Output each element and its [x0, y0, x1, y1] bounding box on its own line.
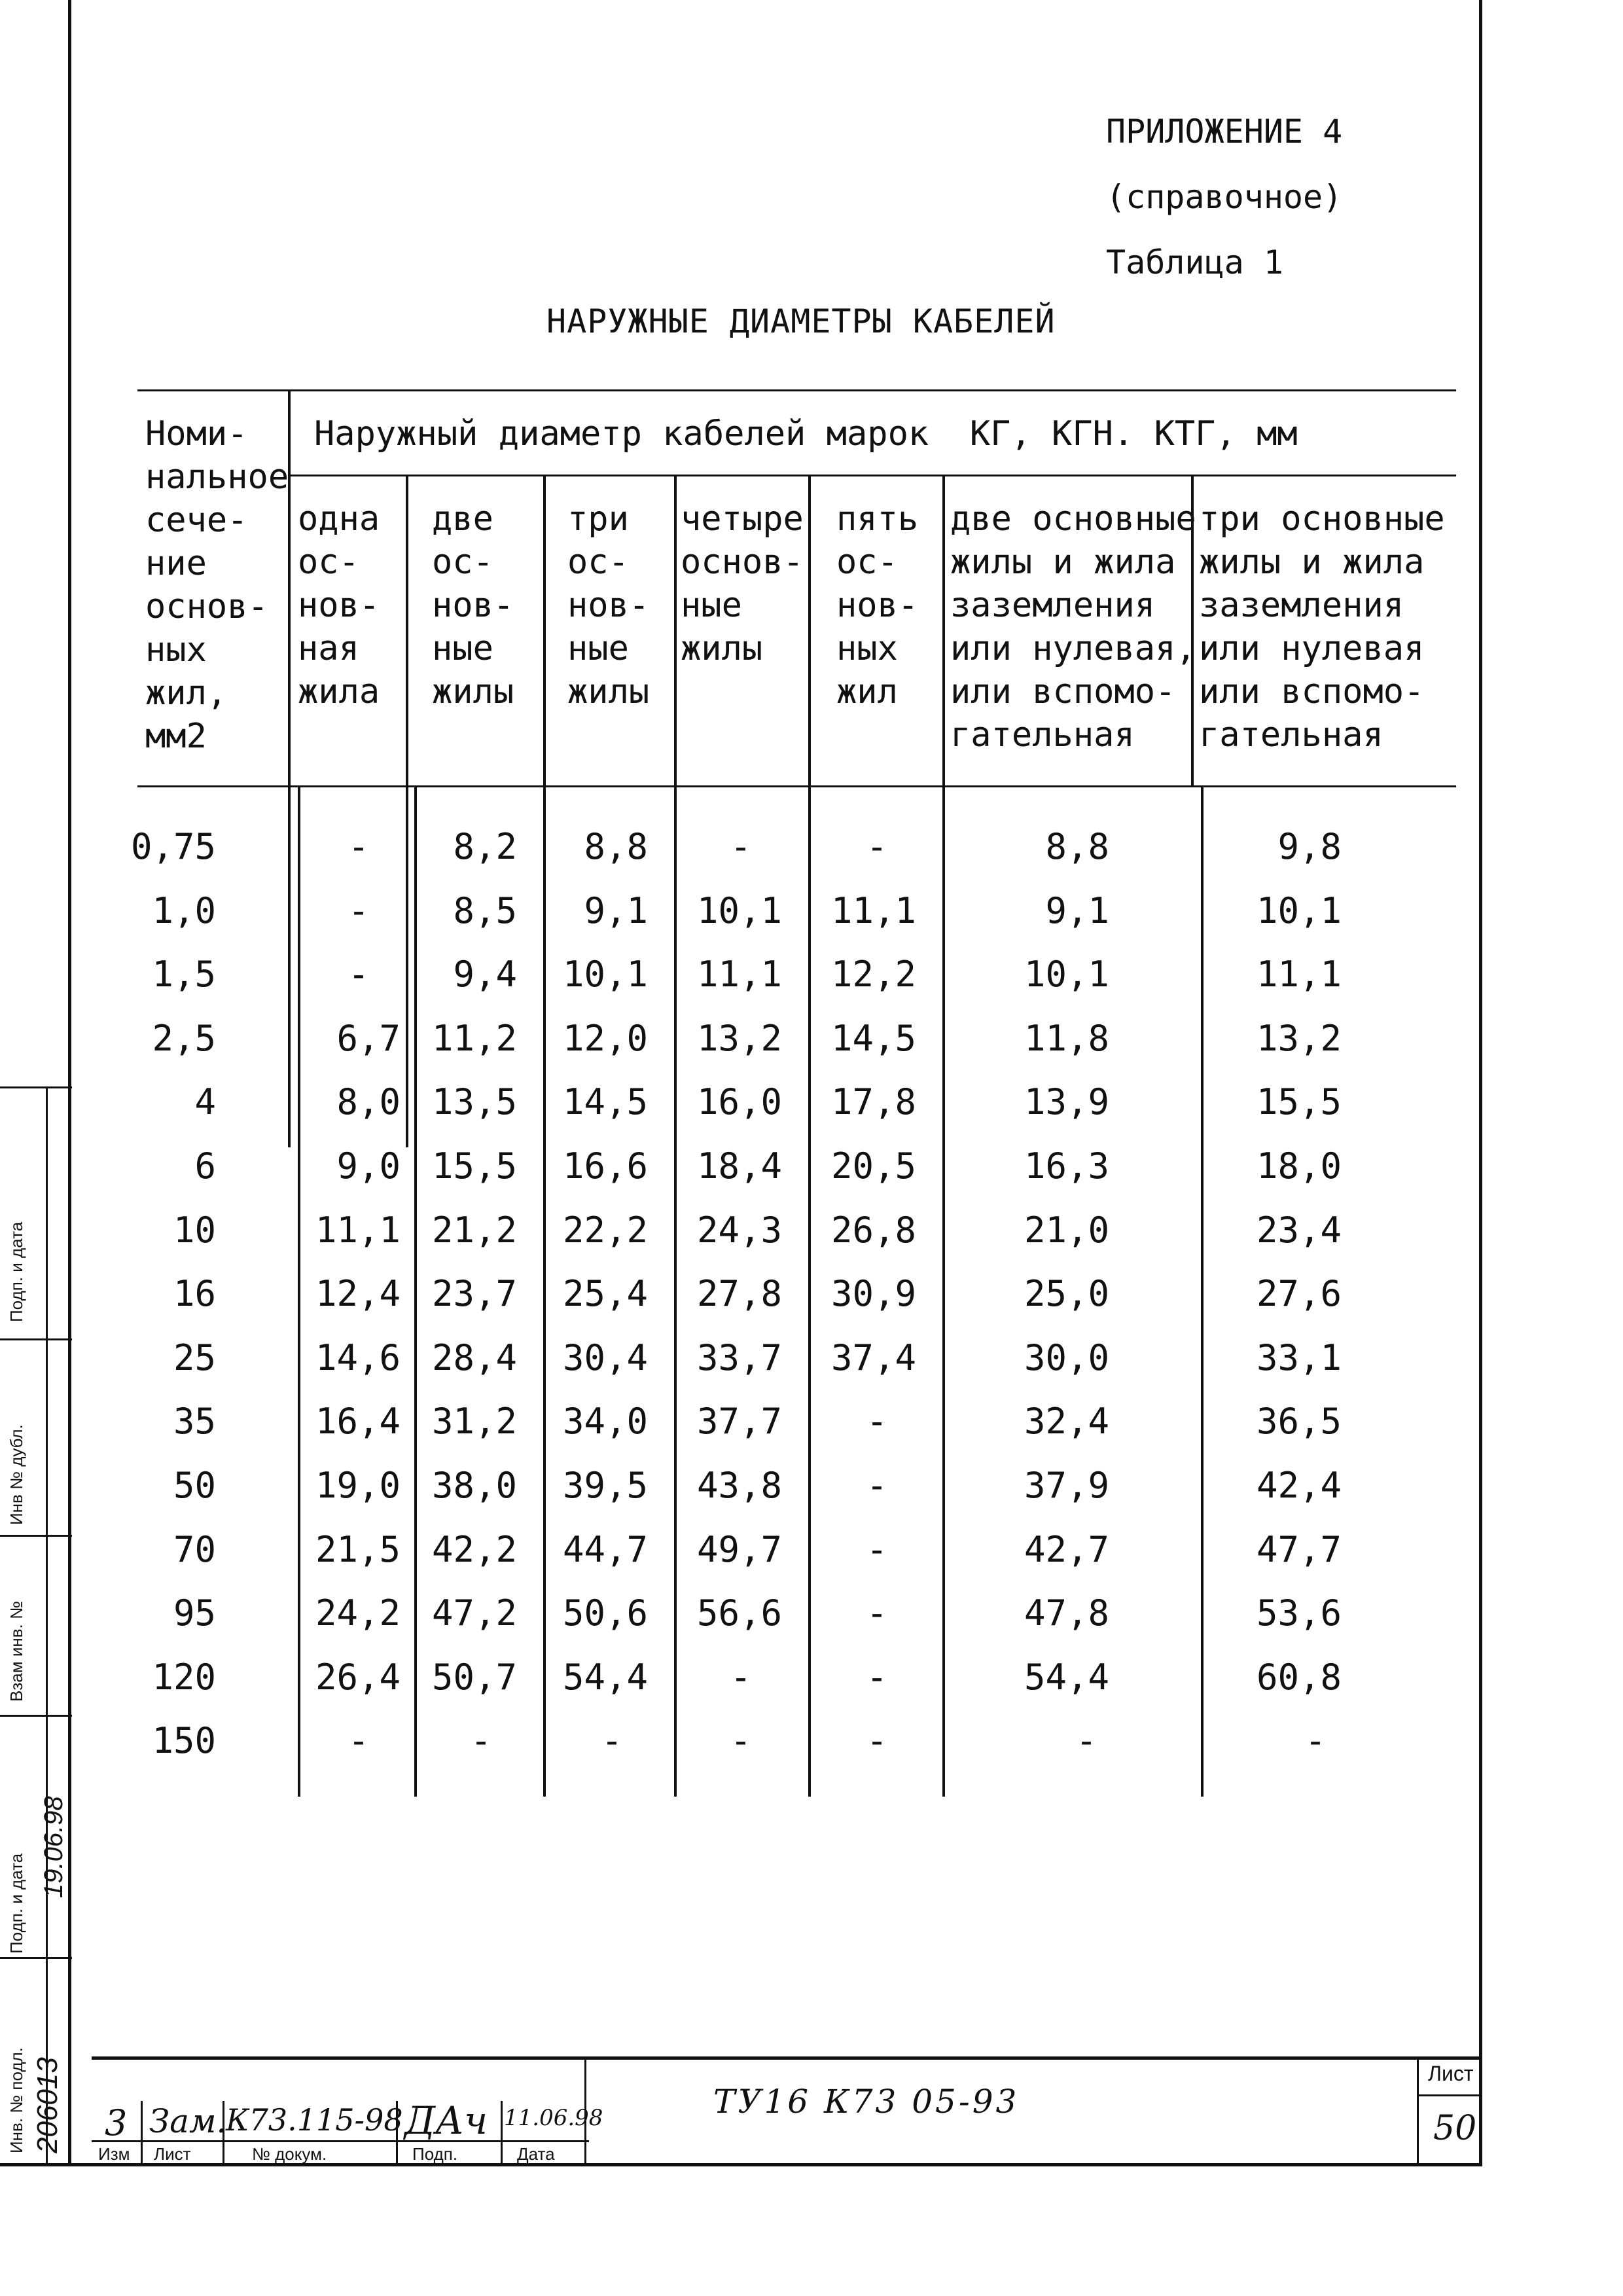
- nominal-section-header: Номи- нальное сече- ние основ- ных жил, мм2: [145, 414, 289, 756]
- row-value-cell: 14,5: [830, 1017, 916, 1059]
- row-value-cell: 23,7: [431, 1273, 517, 1315]
- row-value-cell: 16,3: [1024, 1145, 1109, 1187]
- appendix-label: ПРИЛОЖЕНИЕ 4: [1106, 113, 1343, 151]
- row-section-cell: 16: [173, 1273, 216, 1315]
- row-value-cell: -: [866, 1465, 888, 1506]
- row-value-cell: -: [348, 889, 370, 931]
- row-value-cell: 16,0: [696, 1081, 782, 1123]
- row-value-cell: -: [1304, 1720, 1327, 1762]
- row-value-cell: 15,5: [431, 1145, 517, 1187]
- stamp-label-doc: № докум.: [252, 2144, 327, 2164]
- stamp-label-data: Дата: [517, 2144, 555, 2164]
- header-bottom-rule: [137, 785, 1456, 787]
- row-value-cell: 30,9: [830, 1273, 916, 1315]
- row-value-cell: -: [348, 954, 370, 996]
- row-value-cell: 32,4: [1024, 1401, 1109, 1443]
- row-value-cell: 21,5: [315, 1528, 401, 1570]
- table-title: НАРУЖНЫЕ ДИАМЕТРЫ КАБЕЛЕЙ: [546, 302, 1056, 340]
- row-value-cell: -: [866, 1592, 888, 1634]
- row-value-cell: 56,6: [696, 1592, 782, 1634]
- row-value-cell: -: [601, 1720, 623, 1762]
- row-value-cell: 33,7: [696, 1336, 782, 1378]
- row-value-cell: 49,7: [696, 1528, 782, 1570]
- row-section-cell: 10: [173, 1209, 216, 1251]
- stamp-top-rule: [92, 2056, 1482, 2060]
- row-value-cell: 25,0: [1024, 1273, 1109, 1315]
- group-header-rule: [288, 475, 1456, 476]
- row-section-cell: 25: [173, 1336, 216, 1378]
- stamp-div-1: [141, 2101, 143, 2163]
- row-value-cell: 28,4: [431, 1336, 517, 1378]
- row-value-cell: 11,1: [315, 1209, 401, 1251]
- row-value-cell: 17,8: [830, 1081, 916, 1123]
- row-value-cell: 9,0: [336, 1145, 401, 1187]
- row-value-cell: 14,6: [315, 1336, 401, 1378]
- stamp-date: 11.06.98: [504, 2105, 603, 2131]
- row-value-cell: -: [348, 826, 370, 867]
- row-section-cell: 70: [173, 1528, 216, 1570]
- row-value-cell: 60,8: [1256, 1656, 1342, 1698]
- col-header-five-cores: пять ос- нов- ных жил: [836, 499, 919, 711]
- row-value-cell: 8,8: [1045, 826, 1109, 867]
- row-value-cell: -: [730, 1656, 752, 1698]
- row-value-cell: 11,2: [431, 1017, 517, 1059]
- row-value-cell: 47,8: [1024, 1592, 1109, 1634]
- row-value-cell: 13,5: [431, 1081, 517, 1123]
- row-section-cell: 95: [173, 1592, 216, 1634]
- margin-rule-3: [0, 1535, 72, 1537]
- row-value-cell: 14,5: [562, 1081, 648, 1123]
- col-header-two-cores: две ос- нов- ные жилы: [432, 499, 514, 711]
- row-value-cell: 9,8: [1277, 826, 1342, 867]
- row-value-cell: 23,4: [1256, 1209, 1342, 1251]
- stamp-change-no: 3: [105, 2102, 128, 2144]
- row-value-cell: 26,4: [315, 1656, 401, 1698]
- row-value-cell: 18,0: [1256, 1145, 1342, 1187]
- row-value-cell: -: [348, 1720, 370, 1762]
- row-value-cell: 18,4: [696, 1145, 782, 1187]
- row-value-cell: 10,1: [696, 889, 782, 931]
- margin-vzam-inv-label: Взам инв. №: [7, 1601, 26, 1702]
- row-section-cell: 4: [194, 1081, 216, 1123]
- frame-right-line: [1479, 0, 1482, 2163]
- row-value-cell: 34,0: [562, 1401, 648, 1443]
- row-value-cell: 42,7: [1024, 1528, 1109, 1570]
- margin-inv-podl-label: Инв. № подл.: [7, 2047, 26, 2153]
- col-divider-6: [942, 475, 945, 1797]
- row-value-cell: 11,1: [1256, 954, 1342, 996]
- stamp-mid-rule: [92, 2140, 589, 2142]
- row-section-cell: 2,5: [152, 1017, 216, 1059]
- row-value-cell: 8,0: [336, 1081, 401, 1123]
- row-value-cell: 11,8: [1024, 1017, 1109, 1059]
- row-value-cell: 42,4: [1256, 1465, 1342, 1506]
- row-value-cell: 10,1: [1024, 954, 1109, 996]
- row-section-cell: 1,0: [152, 889, 216, 931]
- row-value-cell: 6,7: [336, 1017, 401, 1059]
- row-value-cell: 12,2: [830, 954, 916, 996]
- stamp-designation: ТУ16 К73 05-93: [713, 2083, 1020, 2121]
- stamp-sheet-label: Лист: [1428, 2062, 1474, 2085]
- stamp-div-4: [501, 2101, 503, 2163]
- margin-podp-data-value: 19.06.98: [39, 1796, 68, 1898]
- stamp-signature: ДАч: [404, 2098, 488, 2143]
- row-value-cell: 26,8: [830, 1209, 916, 1251]
- row-section-cell: 1,5: [152, 954, 216, 996]
- row-value-cell: 11,1: [830, 889, 916, 931]
- margin-rule-5: [0, 1957, 72, 1959]
- row-value-cell: 50,6: [562, 1592, 648, 1634]
- col-header-three-plus-ground: три основные жилы и жила заземления или нулевая или вспомо- гательная: [1199, 499, 1445, 755]
- row-value-cell: 13,2: [1256, 1017, 1342, 1059]
- row-value-cell: 9,1: [584, 889, 648, 931]
- row-value-cell: 30,4: [562, 1336, 648, 1378]
- row-value-cell: 31,2: [431, 1401, 517, 1443]
- row-value-cell: 25,4: [562, 1273, 648, 1315]
- row-value-cell: 11,1: [696, 954, 782, 996]
- row-value-cell: -: [730, 1720, 752, 1762]
- row-value-cell: 33,1: [1256, 1336, 1342, 1378]
- row-section-cell: 150: [152, 1720, 216, 1762]
- margin-podp-data-label: Подп. и дата: [7, 1853, 26, 1954]
- row-value-cell: 38,0: [431, 1465, 517, 1506]
- row-value-cell: 21,2: [431, 1209, 517, 1251]
- row-section-cell: 0,75: [130, 826, 216, 867]
- row-value-cell: 44,7: [562, 1528, 648, 1570]
- row-value-cell: 20,5: [830, 1145, 916, 1187]
- row-value-cell: 54,4: [562, 1656, 648, 1698]
- row-section-cell: 35: [173, 1401, 216, 1443]
- row-value-cell: -: [866, 1656, 888, 1698]
- reference-label: (справочное): [1106, 178, 1343, 216]
- row-value-cell: 27,6: [1256, 1273, 1342, 1315]
- row-section-cell: 6: [194, 1145, 216, 1187]
- row-value-cell: 37,9: [1024, 1465, 1109, 1506]
- row-value-cell: 24,2: [315, 1592, 401, 1634]
- row-value-cell: 39,5: [562, 1465, 648, 1506]
- col-header-one-core: одна ос- нов- ная жила: [298, 499, 380, 711]
- margin-inv-dubl-label: Инв № дубл.: [7, 1424, 26, 1525]
- row-value-cell: 43,8: [696, 1465, 782, 1506]
- row-value-cell: 37,4: [830, 1336, 916, 1378]
- stamp-sheet-number: 50: [1433, 2109, 1477, 2148]
- stamp-bottom-rule: [0, 2163, 1482, 2166]
- row-value-cell: -: [866, 826, 888, 867]
- stamp-sheet-mark: Зам.: [149, 2102, 227, 2140]
- col-header-three-cores: три ос- нов- ные жилы: [567, 499, 650, 711]
- col-divider-5: [808, 475, 811, 1797]
- table-number: Таблица 1: [1106, 243, 1283, 281]
- row-value-cell: 8,8: [584, 826, 648, 867]
- row-value-cell: -: [470, 1720, 492, 1762]
- row-value-cell: 13,9: [1024, 1081, 1109, 1123]
- row-value-cell: 10,1: [1256, 889, 1342, 931]
- row-value-cell: 36,5: [1256, 1401, 1342, 1443]
- stamp-label-izm: Изм: [98, 2144, 130, 2164]
- row-value-cell: 12,0: [562, 1017, 648, 1059]
- row-value-cell: -: [866, 1720, 888, 1762]
- row-value-cell: 30,0: [1024, 1336, 1109, 1378]
- table-top-rule: [137, 389, 1456, 391]
- diameter-group-header: Наружный диаметр кабелей марок КГ, КГН. КТГ, мм: [314, 414, 1298, 454]
- row-value-cell: 54,4: [1024, 1656, 1109, 1698]
- stamp-sheet-rule: [1417, 2094, 1482, 2096]
- row-value-cell: 27,8: [696, 1273, 782, 1315]
- row-value-cell: 21,0: [1024, 1209, 1109, 1251]
- row-value-cell: 19,0: [315, 1465, 401, 1506]
- row-value-cell: 9,1: [1045, 889, 1109, 931]
- row-value-cell: 16,4: [315, 1401, 401, 1443]
- stamp-sheet-div: [1417, 2058, 1419, 2163]
- row-value-cell: -: [730, 826, 752, 867]
- row-section-cell: 120: [152, 1656, 216, 1698]
- row-value-cell: 13,2: [696, 1017, 782, 1059]
- row-value-cell: 15,5: [1256, 1081, 1342, 1123]
- row-value-cell: -: [866, 1528, 888, 1570]
- margin-inv-podl-value: 206013: [31, 2057, 63, 2153]
- col-divider-7b: [1201, 785, 1204, 1797]
- margin-rule-4: [0, 1715, 72, 1717]
- row-value-cell: -: [866, 1401, 888, 1443]
- row-section-cell: 50: [173, 1465, 216, 1506]
- row-value-cell: 37,7: [696, 1401, 782, 1443]
- margin-podp-data2-label: Подп. и дата: [7, 1221, 26, 1322]
- stamp-doc-no: К73.115-98: [226, 2102, 403, 2138]
- row-value-cell: 10,1: [562, 954, 648, 996]
- margin-rule-2: [0, 1338, 72, 1340]
- row-value-cell: 42,2: [431, 1528, 517, 1570]
- row-value-cell: 22,2: [562, 1209, 648, 1251]
- col-header-two-plus-ground: две основные жилы и жила заземления или нулевая, или вспомо- гательная: [950, 499, 1196, 755]
- row-value-cell: 47,2: [431, 1592, 517, 1634]
- row-value-cell: 53,6: [1256, 1592, 1342, 1634]
- row-value-cell: 50,7: [431, 1656, 517, 1698]
- row-value-cell: 8,2: [453, 826, 517, 867]
- row-value-cell: 24,3: [696, 1209, 782, 1251]
- margin-strip-line: [46, 1086, 48, 2163]
- margin-rule-1: [0, 1086, 72, 1088]
- row-value-cell: -: [1075, 1720, 1097, 1762]
- row-value-cell: 9,4: [453, 954, 517, 996]
- col-header-four-cores: четыре основ- ные жилы: [681, 499, 804, 668]
- stamp-label-list: Лист: [154, 2144, 191, 2164]
- row-value-cell: 12,4: [315, 1273, 401, 1315]
- stamp-label-podp: Подп.: [412, 2144, 458, 2164]
- row-value-cell: 47,7: [1256, 1528, 1342, 1570]
- row-value-cell: 8,5: [453, 889, 517, 931]
- row-value-cell: 16,6: [562, 1145, 648, 1187]
